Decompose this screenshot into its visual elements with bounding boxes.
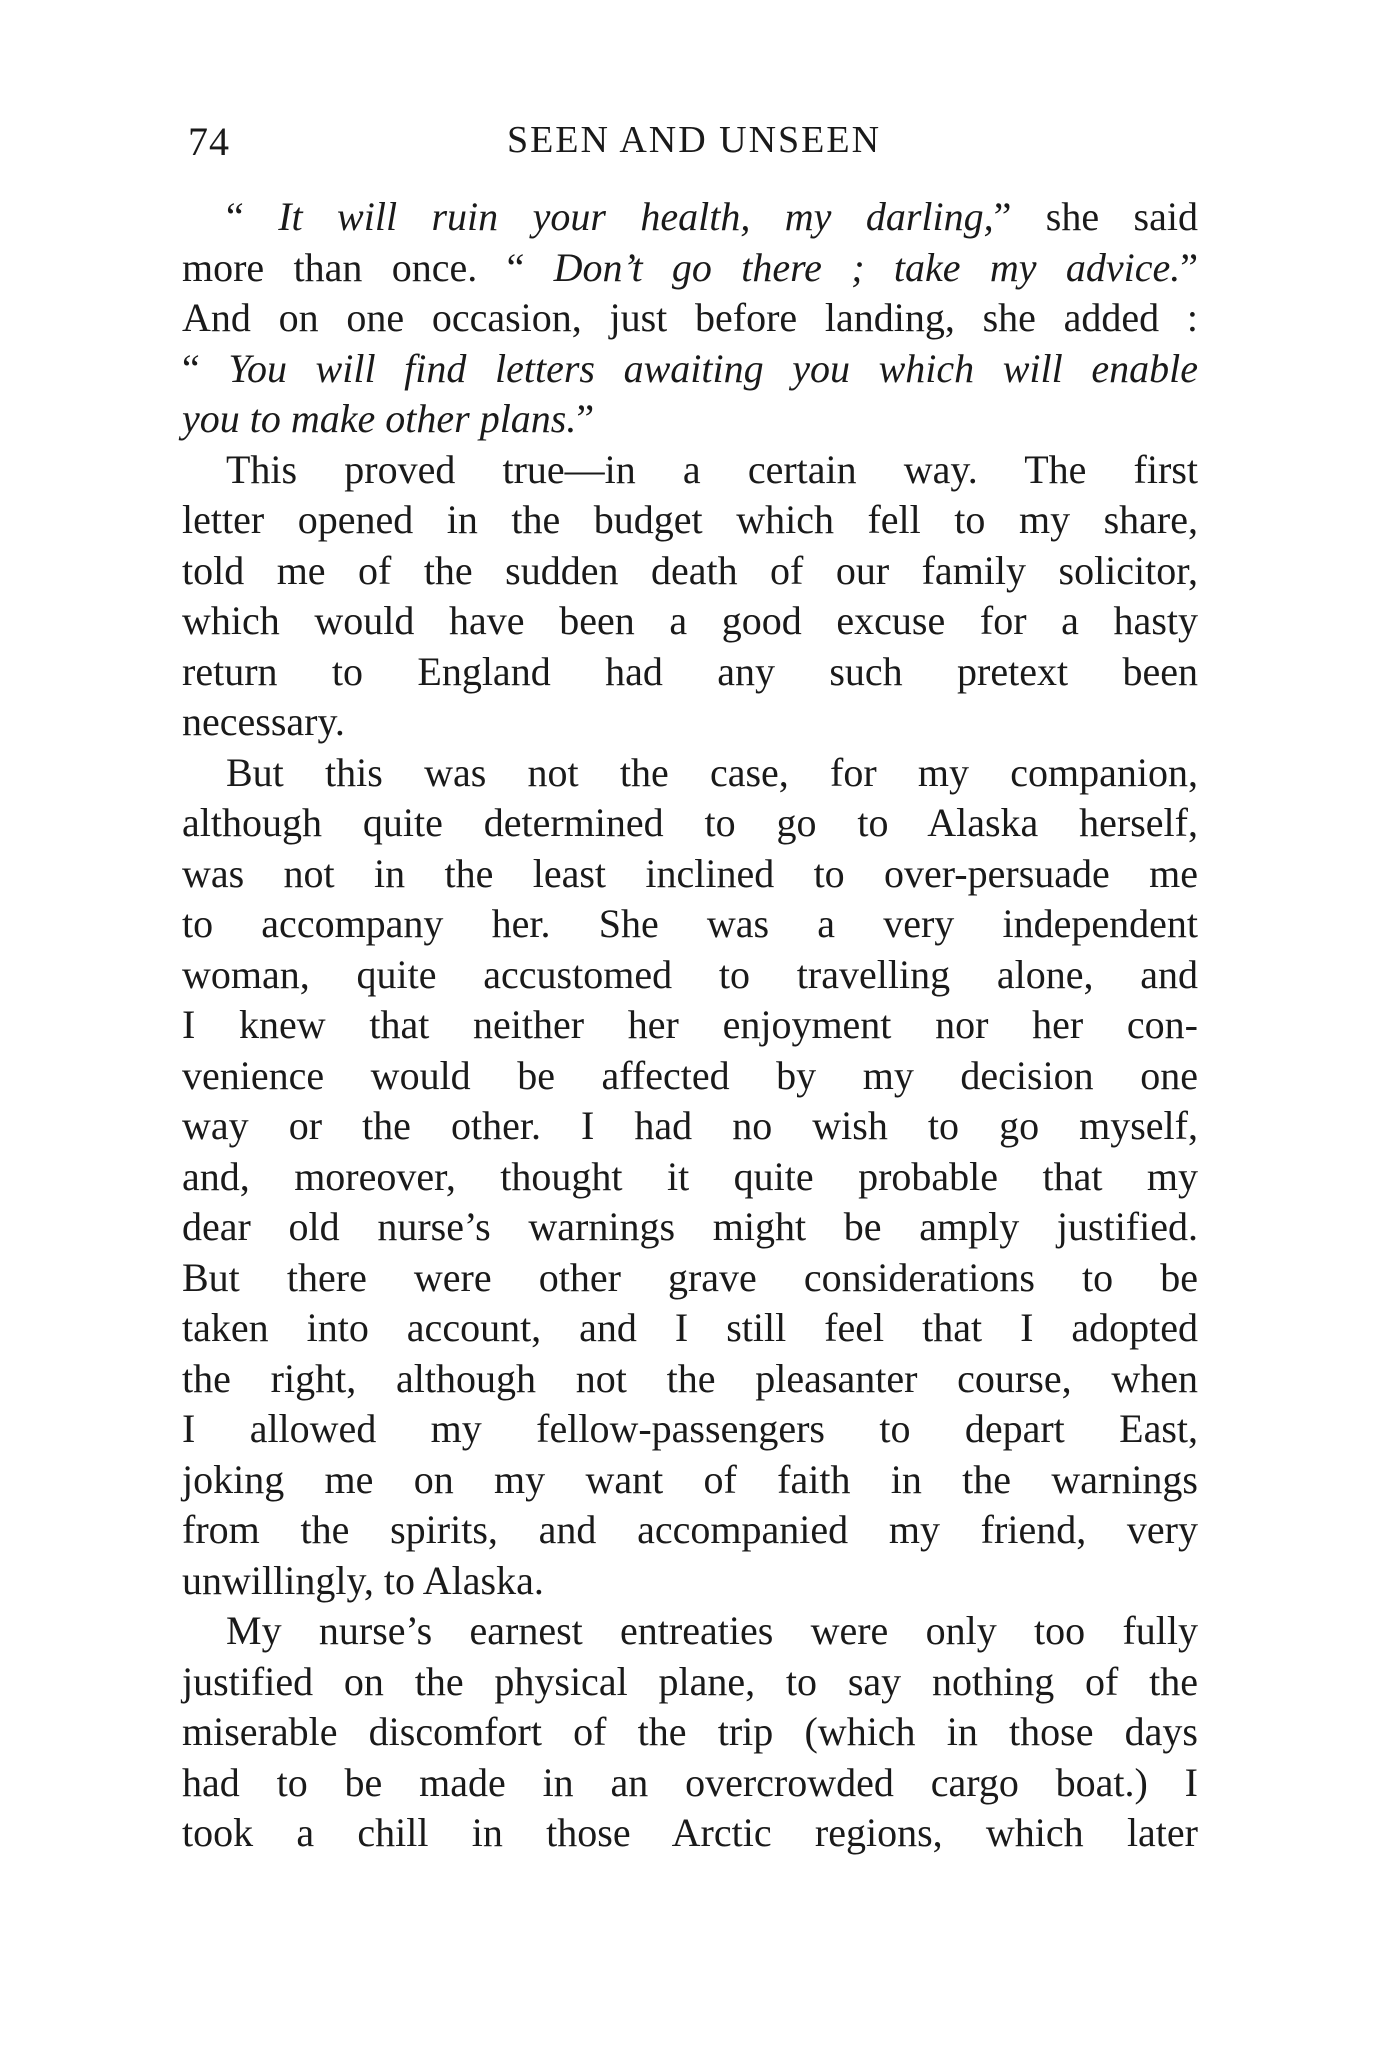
text-segment: ” she said	[993, 194, 1198, 239]
text-segment: I allowed my fellow-passengers to depart East,	[182, 1406, 1198, 1451]
paragraph	[182, 748, 1198, 1607]
text-line	[182, 344, 1198, 395]
text-segment: “	[226, 194, 279, 239]
italic-text: You will find letters awaiting you which will enable	[228, 345, 1198, 391]
text-line	[182, 899, 1198, 950]
text-line	[182, 748, 1198, 799]
text-segment: had to be made in an overcrowded cargo boat.) I	[182, 1759, 1198, 1805]
paragraph	[182, 192, 1198, 445]
text-line	[182, 495, 1198, 546]
text-segment: joking me on my want of faith in the warnings	[182, 1456, 1198, 1502]
text-line	[182, 1606, 1198, 1657]
text-segment: told me of the sudden death of our family solicitor,	[182, 547, 1198, 593]
text-line	[182, 243, 1198, 294]
italic-text: you to make other plans.	[182, 396, 577, 441]
text-segment: ”	[1180, 244, 1198, 290]
italic-text: It will ruin your health, my darling,	[278, 194, 994, 239]
paragraph	[182, 1606, 1198, 1859]
text-segment: “	[182, 345, 229, 391]
text-segment: way or the other. I had no wish to go myself,	[182, 1103, 1198, 1148]
text-line	[182, 394, 1198, 445]
text-segment: which would have been a good excuse for a hasty	[182, 598, 1198, 643]
text-line	[182, 647, 1198, 698]
text-segment: and, moreover, thought it quite probable that my	[182, 1153, 1198, 1199]
text-line	[182, 1455, 1198, 1506]
text-line	[182, 1808, 1198, 1859]
running-head: SEEN AND UNSEEN	[506, 119, 882, 161]
text-segment: ”	[576, 396, 595, 441]
text-line	[182, 1303, 1198, 1354]
text-segment: return to England had any such pretext been	[182, 648, 1198, 694]
text-segment: to accompany her. She was a very independent	[182, 901, 1198, 946]
text-segment: miserable discomfort of the trip (which in those days	[182, 1709, 1198, 1754]
text-line	[182, 798, 1198, 849]
text-line	[182, 950, 1198, 1001]
text-line	[182, 1101, 1198, 1152]
text-segment: taken into account, and I still feel that I adopted	[182, 1305, 1198, 1350]
text-segment: letter opened in the budget which fell to my share,	[182, 497, 1198, 542]
text-segment: dear old nurse’s warnings might be amply justified.	[182, 1204, 1198, 1249]
text-segment: justified on the physical plane, to say nothing of the	[182, 1658, 1198, 1704]
text-segment: although quite determined to go to Alaska herself,	[182, 800, 1198, 845]
text-line	[182, 1253, 1198, 1304]
text-segment: necessary.	[182, 699, 345, 744]
page-header	[188, 118, 1200, 178]
text-segment: more than once. “	[182, 244, 554, 290]
text-line	[182, 1556, 1198, 1607]
text-line	[182, 1354, 1198, 1405]
body-text	[182, 192, 1198, 1859]
text-line	[182, 546, 1198, 597]
text-line	[182, 192, 1198, 243]
text-line	[182, 1657, 1198, 1708]
text-line	[182, 1505, 1198, 1556]
text-segment: I knew that neither her enjoyment nor her con-	[182, 1002, 1198, 1047]
text-segment: My nurse’s earnest entreaties were only too fully	[226, 1608, 1198, 1653]
paragraph	[182, 445, 1198, 748]
text-line	[182, 596, 1198, 647]
text-line	[182, 849, 1198, 900]
text-line	[182, 293, 1198, 344]
text-segment: unwillingly, to Alaska.	[182, 1557, 544, 1603]
page-number: 74	[188, 119, 230, 164]
text-line	[182, 1051, 1198, 1102]
text-segment: But this was not the case, for my companion,	[226, 749, 1198, 795]
text-line	[182, 445, 1198, 496]
text-segment: woman, quite accustomed to travelling alone, and	[182, 951, 1198, 997]
text-segment: venience would be affected by my decision one	[182, 1052, 1198, 1098]
text-line	[182, 1152, 1198, 1203]
text-line	[182, 1202, 1198, 1253]
text-segment: from the spirits, and accompanied my friend, very	[182, 1507, 1198, 1552]
text-line	[182, 697, 1198, 748]
text-segment: But there were other grave considerations to be	[182, 1254, 1198, 1300]
text-segment: This proved true—in a certain way. The first	[226, 446, 1198, 492]
text-segment: took a chill in those Arctic regions, which later	[182, 1810, 1198, 1855]
text-line	[182, 1404, 1198, 1455]
text-segment: the right, although not the pleasanter course, when	[182, 1355, 1198, 1401]
text-line	[182, 1707, 1198, 1758]
text-line	[182, 1758, 1198, 1809]
text-line	[182, 1000, 1198, 1051]
text-segment: And on one occasion, just before landing, she added :	[182, 295, 1198, 340]
italic-text: Don’t go there ; take my advice.	[553, 244, 1181, 290]
text-segment: was not in the least inclined to over-persuade me	[182, 850, 1198, 896]
